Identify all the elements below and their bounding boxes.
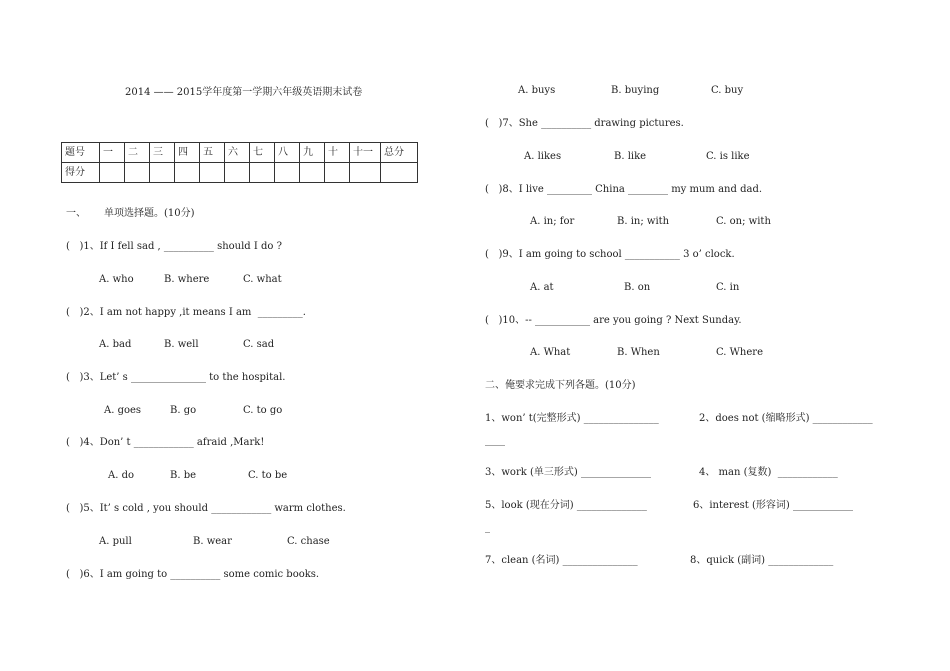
- item-3: 3、work (单三形式) ______________: [485, 467, 651, 478]
- item-2-continuation: ____: [485, 435, 505, 446]
- q5-option-b: B. wear: [193, 536, 232, 547]
- q2-option-a: A. bad: [99, 339, 132, 350]
- question-3: ( )3、Let’ s _______________ to the hospital.: [66, 372, 286, 383]
- table-cell: 题号: [62, 143, 100, 163]
- q4-option-b: B. be: [170, 470, 197, 481]
- table-cell[interactable]: [275, 163, 300, 183]
- page-title: 2014 —— 2015学年度第一学期六年级英语期末试卷: [125, 87, 363, 98]
- table-cell: 十一: [350, 143, 381, 163]
- item-4: 4、 man (复数) ____________: [699, 467, 838, 478]
- q5-option-a: A. pull: [99, 536, 132, 547]
- q7-option-a: A. likes: [524, 151, 562, 162]
- table-cell[interactable]: [300, 163, 325, 183]
- q1-option-a: A. who: [99, 274, 134, 285]
- q8-option-c: C. on; with: [716, 216, 771, 227]
- table-row: [62, 163, 418, 183]
- question-10: ( )10、-- ___________ are you going ? Next Sunday.: [485, 315, 742, 326]
- table-cell[interactable]: [175, 163, 200, 183]
- question-1: ( )1、If I fell sad , __________ should I do ?: [66, 241, 282, 252]
- q2-option-c: C. sad: [243, 339, 275, 350]
- q7-option-c: C. is like: [706, 151, 750, 162]
- table-cell[interactable]: [250, 163, 275, 183]
- question-9: ( )9、I am going to school ___________ 3 o’ clock.: [485, 249, 735, 260]
- q10-option-b: B. When: [617, 347, 660, 358]
- q6-option-c: C. buy: [711, 85, 744, 96]
- table-cell[interactable]: [325, 163, 350, 183]
- q1-option-c: C. what: [243, 274, 282, 285]
- q8-option-b: B. in; with: [617, 216, 670, 227]
- table-cell[interactable]: [350, 163, 381, 183]
- table-cell: 五: [200, 143, 225, 163]
- q2-option-b: B. well: [164, 339, 199, 350]
- question-5: ( )5、It’ s cold , you should ____________ warm clothes.: [66, 503, 346, 514]
- q9-option-c: C. in: [716, 282, 740, 293]
- q5-option-c: C. chase: [287, 536, 330, 547]
- table-cell: 一: [100, 143, 125, 163]
- question-7: ( )7、She __________ drawing pictures.: [485, 118, 684, 129]
- section1-heading: 单项选择题。(10分): [104, 208, 195, 219]
- q4-option-c: C. to be: [248, 470, 288, 481]
- table-cell: 九: [300, 143, 325, 163]
- table-cell[interactable]: [125, 163, 150, 183]
- item-6-continuation: _: [485, 522, 490, 533]
- item-6: 6、interest (形容词) ____________: [693, 500, 853, 511]
- section2-heading: 二、俺要求完成下列各题。(10分): [485, 380, 636, 391]
- question-2: ( )2、I am not happy ,it means I am _________.: [66, 307, 306, 318]
- question-4: ( )4、Don’ t ____________ afraid ,Mark!: [66, 437, 265, 448]
- question-8: ( )8、I live _________ China ________ my mum and dad.: [485, 184, 763, 195]
- q1-option-b: B. where: [164, 274, 210, 285]
- table-cell: 得分: [62, 163, 100, 183]
- q9-option-a: A. at: [530, 282, 554, 293]
- q7-option-b: B. like: [614, 151, 647, 162]
- item-8: 8、quick (副词) _____________: [690, 555, 834, 566]
- score-table: [61, 142, 418, 183]
- table-cell: 四: [175, 143, 200, 163]
- q10-option-c: C. Where: [716, 347, 763, 358]
- table-cell: 十: [325, 143, 350, 163]
- table-cell[interactable]: [225, 163, 250, 183]
- q3-option-b: B. go: [170, 405, 197, 416]
- table-cell: 七: [250, 143, 275, 163]
- q8-option-a: A. in; for: [530, 216, 575, 227]
- q6-option-a: A. buys: [518, 85, 556, 96]
- q3-option-a: A. goes: [104, 405, 142, 416]
- q10-option-a: A. What: [530, 347, 571, 358]
- item-7: 7、clean (名词) _______________: [485, 555, 638, 566]
- table-cell[interactable]: [150, 163, 175, 183]
- table-cell: 三: [150, 143, 175, 163]
- table-cell: 二: [125, 143, 150, 163]
- section1-number: 一、: [66, 208, 86, 219]
- item-1: 1、won’ t(完整形式) _______________: [485, 413, 659, 424]
- question-6: ( )6、I am going to __________ some comic books.: [66, 569, 320, 580]
- q4-option-a: A. do: [108, 470, 135, 481]
- q6-option-b: B. buying: [611, 85, 660, 96]
- q3-option-c: C. to go: [243, 405, 283, 416]
- table-cell[interactable]: [100, 163, 125, 183]
- table-cell: 总分: [381, 143, 418, 163]
- q9-option-b: B. on: [624, 282, 651, 293]
- table-cell[interactable]: [381, 163, 418, 183]
- table-cell[interactable]: [200, 163, 225, 183]
- table-cell: 六: [225, 143, 250, 163]
- item-2: 2、does not (缩略形式) ____________: [699, 413, 873, 424]
- table-row: [62, 143, 418, 163]
- item-5: 5、look (现在分词) ______________: [485, 500, 647, 511]
- table-cell: 八: [275, 143, 300, 163]
